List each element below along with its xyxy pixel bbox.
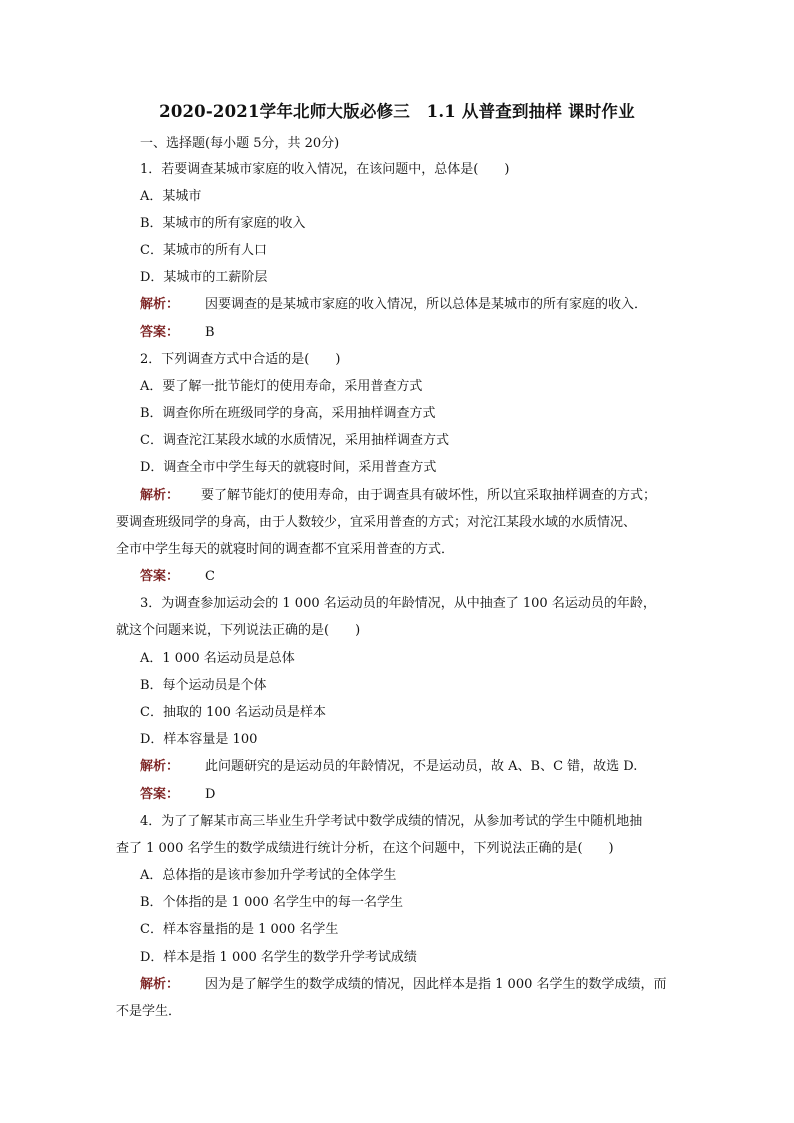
question-3-option-b: B．每个运动员是个体: [140, 678, 267, 693]
question-4-option-b: B．个体指的是 1 000 名学生中的每一名学生: [140, 895, 404, 910]
question-3-option-a: A．1 000 名运动员是总体: [140, 651, 295, 666]
analysis-label: 解析：: [140, 297, 180, 312]
question-3-analysis: [140, 758, 637, 776]
analysis-label: 解析：: [140, 759, 180, 774]
question-4-option-d: D．样本是指 1 000 名学生的数学升学考试成绩: [140, 950, 417, 965]
answer-label: 答案：: [140, 325, 180, 340]
question-2-answer: [140, 568, 215, 586]
question-2-option-d: D．调查全市中学生每天的就寝时间，采用普查方式: [140, 460, 437, 475]
question-1-stem: 1．若要调查某城市家庭的收入情况，在该问题中，总体是( ): [140, 162, 510, 177]
question-2-option-b: B．调查你所在班级同学的身高，采用抽样调查方式: [140, 406, 436, 421]
question-4-stem-line-2: 查了 1 000 名学生的数学成绩进行统计分析，在这个问题中，下列说法正确的是( ): [116, 841, 614, 856]
answer-label: 答案：: [140, 569, 180, 584]
page-title: 2020-2021学年北师大版必修三 1.1 从普查到抽样 课时作业: [159, 102, 635, 121]
question-1-option-a: A．某城市: [140, 189, 202, 204]
analysis-label: 解析：: [140, 488, 180, 503]
question-1-option-b: B．某城市的所有家庭的收入: [140, 216, 306, 231]
question-4-analysis-line-2: 不是学生．: [116, 1004, 182, 1019]
question-3-answer: [140, 786, 215, 804]
question-2-analysis: [140, 487, 656, 505]
analysis-text: 要了解节能灯的使用寿命，由于调查具有破坏性，所以宜采取抽样调查的方式；: [201, 488, 657, 503]
question-3-stem: 3．为调查参加运动会的 1 000 名运动员的年龄情况，从中抽查了 100 名运动员的年龄，: [140, 596, 656, 611]
question-4-option-a: A．总体指的是该市参加升学考试的全体学生: [140, 868, 397, 883]
section-heading: 一、选择题(每小题 5分，共 20分): [140, 136, 340, 151]
answer-value: D: [205, 787, 216, 802]
analysis-text: 因要调查的是某城市家庭的收入情况，所以总体是某城市的所有家庭的收入．: [205, 297, 648, 312]
question-2-analysis-line-3: 全市中学生每天的就寝时间的调查都不宜采用普查的方式．: [116, 542, 455, 557]
question-3-stem-line-2: 就这个问题来说，下列说法正确的是( ): [116, 623, 361, 638]
question-4-analysis: [140, 976, 667, 994]
analysis-text: 因为是了解学生的数学成绩的情况，因此样本是指 1 000 名学生的数学成绩，而: [205, 977, 667, 992]
question-2-option-c: C．调查沱江某段水域的水质情况，采用抽样调查方式: [140, 433, 449, 448]
question-1-option-d: D．某城市的工薪阶层: [140, 270, 268, 285]
question-2-option-a: A．要了解一批节能灯的使用寿命，采用普查方式: [140, 379, 423, 394]
analysis-label: 解析：: [140, 977, 180, 992]
question-3-option-c: C．抽取的 100 名运动员是样本: [140, 705, 327, 720]
question-4-stem: 4．为了了解某市高三毕业生升学考试中数学成绩的情况，从参加考试的学生中随机地抽: [140, 814, 643, 829]
question-1-analysis: [140, 296, 647, 314]
answer-label: 答案：: [140, 787, 180, 802]
question-2-analysis-line-2: 要调查班级同学的身高，由于人数较少，宜采用普查的方式；对沱江某段水域的水质情况、: [116, 515, 637, 530]
analysis-text: 此问题研究的是运动员的年龄情况，不是运动员，故 A、B、C 错，故选 D.: [205, 759, 638, 774]
answer-value: C: [205, 569, 215, 584]
answer-value: B: [205, 325, 215, 340]
question-2-stem: 2．下列调查方式中合适的是( ): [140, 352, 341, 367]
question-4-option-c: C．样本容量指的是 1 000 名学生: [140, 922, 339, 937]
question-1-answer: [140, 324, 215, 342]
question-3-option-d: D．样本容量是 100: [140, 732, 258, 747]
question-1-option-c: C．某城市的所有人口: [140, 243, 267, 258]
